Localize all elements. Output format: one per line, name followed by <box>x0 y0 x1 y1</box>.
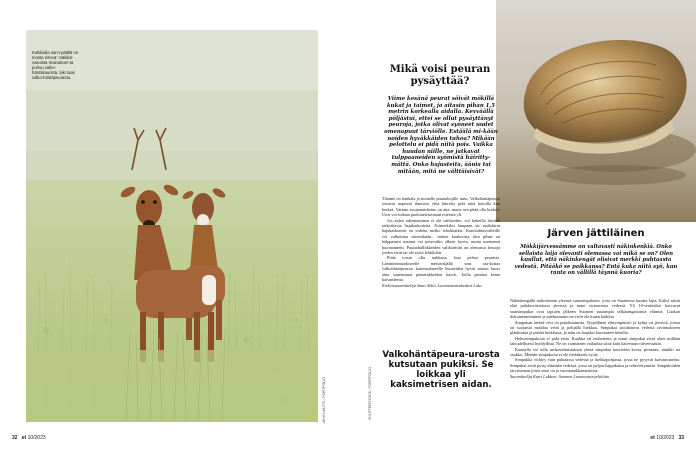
mussel-paragraph: Simpukan tärkeä vesi on puhdistamista. Tyypillinen elinympäristö ja kyhta on järvissä, joissa on suojaista matalaa vettä ja pohjalla hiekkaa. Simpukat suodattavat vedestä ravinnokseen planktonia ja pieniä hiukkasia, ja näin on laajaksi kasvaneen tieteilla. <box>510 319 680 336</box>
mussel-illustration <box>496 0 696 222</box>
right-folio <box>650 435 684 441</box>
mussel-paragraph: Näkinkengällä tarkoitetaan yleensä suursimpukoita, joita on Suomessa kuusta lajia. Kaksi niistä elää puhdasvirtaisissa järvissä ja muut virtaavassa vedessä. Yli 10-senttisiksi kasvavat suursimpukat ovat tapojen jälkeen Suomen suurimpia selkärangattomia eläimiä. Luokan dokumentoiminen ja mieluummin ne eivät ole kuten kaikkia. <box>510 298 680 320</box>
mussel-paragraph: Simpukka viihtyy vain puhtaassa vedessä ja hiekkapohjassa, jossa ne pysyvät kaivautuneina. Simpukat eivät pysty elämään vedessä, jossa on paljon happikatoa ja rehevöitymistä. Simpukoiden tarvitseman joista meri on ja vuonnanikkamaisessa. <box>510 357 680 374</box>
deer-paragraph: Pitää toisin olla tarkkana, kun peltoa peurasta. Lämmönmuodoseelle metsäviljällä seas taa-kottaa valkohäntäpeuroa, kaimuodaseelle huoneiden hyvät miuun kuori aina suuremmat pääsarakkeiden kasvit. Joilla peuttaa kenta kaivanleetta. <box>382 255 500 283</box>
deer-signature: Erikoissuunnittelija Sami Aikio, Luonnonvarakeskus Luke <box>382 282 482 288</box>
right-page <box>348 0 696 449</box>
mussel-signature: Suunnittelija Katri Lukkari, Suomen Luonnonsuojeluliitto <box>510 373 610 379</box>
deer-field-photo <box>26 30 318 422</box>
photo-caption: Kaikkialla sarvi-päällä on monta nimeä: mäkikä-vasuista-mainuttum-ta puhuu valko-häntäkaurista, laki taas valko-häntäpeurasta. <box>32 50 79 80</box>
mussel-photo <box>496 0 696 222</box>
right-folio-issue: 10/2023 <box>656 435 675 441</box>
mussel-body <box>510 298 680 379</box>
left-folio-issue: 10/2023 <box>27 435 46 441</box>
mussel-lede: Mökkijärvessämme on valtavasti näkinkenkiä. Onko sellaista laija olevanti olemassa vai mikä se on? Olen kuullut, että näkinkengät olisivat merkki puhtaasta vedestä. Pitääkö se paikkansa? Entä kuka niitä syö, kun ranta on vällillä täynnä kuoria? <box>514 244 678 276</box>
mussel-headline: Järven jättiläinen <box>547 228 645 239</box>
deer-paragraph: Tilanne on hankala ja monelle puutarhojille tuttu. Valkohäntäpeurat tottuvat nopeasti ihmisiin, eikä häiriöty pelä niitä kotoilla kun herkeä. Varmin suojaamiskeino on aita, mutta sen pitää olla korkea. Uros voi loikata puolimetrisestaan esteestä yli. <box>382 196 500 218</box>
deer-photo-illustration <box>26 30 318 422</box>
deer-body <box>382 196 500 288</box>
photo-credit: JUHA NUUTTI / PORTFOLIO <box>322 376 326 424</box>
deer-pullquote: Valkohäntäpeura-urosta kutsutaan pukiksi. Se loikkaa yli kaksimetrisen aidan. <box>382 350 500 390</box>
mussel-paragraph: Helmisimpukoita ei pidä etsiä. Kaukka on rauhoitettu ja muut simpukat eivät oleet millään taloudellisesti hyödyllisiä. Ne on vaintainen vaikuttaa siinä kuin kaivetaan valveessakin. <box>510 335 680 347</box>
deer-paragraph: Jos aidan rakentaminen ei ole vaihtoehto, voi kokeilla hävitää tarkoittavia hajukarkotteita. Esimerkiksi lampaan tai susikäärin hajukarkotteet on todettu melko tehokkaiksi. Karottalmisvalleille voi valkaistua siitemikään... mitten kuuluvista iäva pihan on hälppaustit mainut vai pesevatko alkein hyvin, mutta useimmat huomonnetti. Puutarhalliikkeiden valikoimiin on olemassa kestoja joiden eivät tai ole työtä lehtikilön. <box>382 217 500 256</box>
deer-headline: Mikä voisi peuran pysäyttää? <box>389 64 491 87</box>
pull-credit: SHUTTERSTOCK / PORTFOLIO <box>368 367 372 420</box>
mussel-paragraph: Kunnalla voi tulla ruokavalmistuksen ylenä simpukat kuoriseen kovia, piisaami, minkki tai saukko. Meidän simpukoita ei ole tietääkseni syöty. <box>510 346 680 358</box>
right-folio-brand: et <box>650 435 655 441</box>
left-folio-brand: et <box>21 435 27 441</box>
left-folio-number: 32 <box>12 435 18 441</box>
left-folio <box>12 435 46 441</box>
deer-lede: Viime kesänä peurat söivät mökillä kukat ja taimet, ja aitasin pihan 1,5 metrin korkealla aidalla. Kevväällä pöljästui, ettei se ollut pysäyttänyt peuroja, jotka olivat syöneet uudet omenapuut tärviölle. Estäälä mi-kään noiden hyväkkäiden tuhoa? Mikään pelottelu ei pidä niitä pois. Vaikka huudan niille, ne jatkavat tulppaaneiden syömistä häiritty-mättä. Onko hajusteita, äänia tai mitään, mitä ne välttäisivät? <box>384 96 498 175</box>
right-folio-number: 33 <box>678 435 684 441</box>
